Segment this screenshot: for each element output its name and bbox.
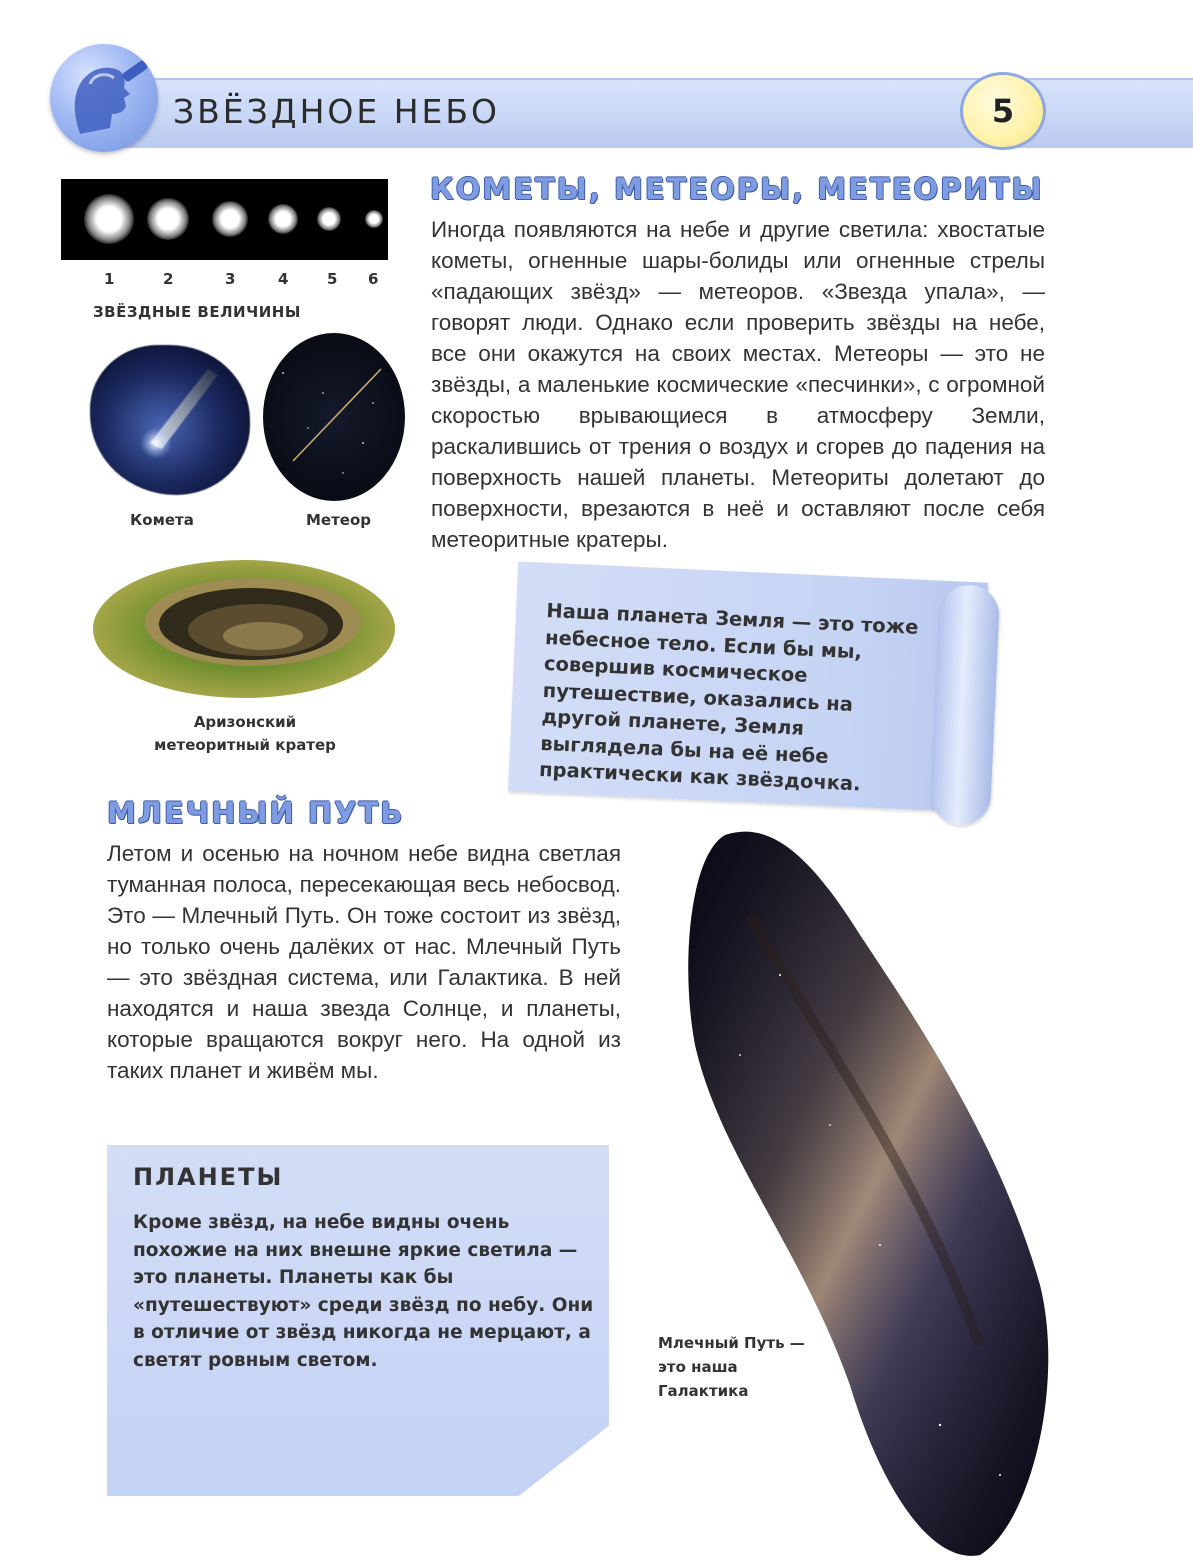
magnitude-label: 3	[225, 270, 236, 288]
comets-section-heading: КОМЕТЫ, МЕТЕОРЫ, МЕТЕОРИТЫ	[430, 172, 1044, 206]
milkyway-caption-line1: Млечный Путь —	[658, 1334, 805, 1352]
magnitude-label: 4	[278, 270, 289, 288]
magnitude-label: 5	[327, 270, 338, 288]
meteor-caption: Метеор	[306, 511, 372, 529]
milkyway-caption-line2: это наша	[658, 1358, 738, 1376]
star-magnitude-6	[365, 210, 383, 228]
star-magnitude-3	[212, 201, 248, 237]
scroll-note-text: Наша планета Земля — это тоже небесное тело. Если бы мы, совершив космическое путешествие, оказались на другой планете, Земля выглядела бы на её небе практически как звёздочка.	[538, 598, 919, 796]
milkyway-caption-line3: Галактика	[658, 1382, 749, 1400]
magnitude-label: 1	[104, 270, 115, 288]
magnitudes-caption: ЗВЁЗДНЫЕ ВЕЛИЧИНЫ	[93, 303, 301, 321]
planets-note-title: ПЛАНЕТЫ	[133, 1163, 284, 1191]
milkyway-caption	[658, 1331, 805, 1403]
magnitude-label: 2	[163, 270, 174, 288]
chapter-title: ЗВЁЗДНОЕ НЕБО	[173, 92, 500, 131]
crater-caption	[145, 711, 345, 757]
scroll-curl-icon	[930, 584, 1001, 826]
page-number-badge: 5	[960, 72, 1046, 150]
star-magnitude-5	[317, 207, 341, 231]
star-magnitude-strip	[61, 179, 388, 260]
comets-section-text: Иногда появляются на небе и другие светила: хвостатые кометы, огненные шары-болиды или огненные стрелы «падающих звёзд» — метеоров. «Звезда упала», — говорят люди. Однако если проверить звёзды на небе, все они окажутся на своих местах. Метеоры — это не звёзды, а маленькие космические «песчинки», с огромной скоростью врывающиеся в атмосферу Земли, раскалившись от трения о воздух и сгорев до падения на поверхность нашей планеты. Метеориты долетают до поверхности, врезаются в неё и оставляют после себя метеоритные кратеры.	[431, 217, 1045, 552]
milkyway-section-text: Летом и осенью на ночном небе видна светлая туманная полоса, пересекающая весь небосвод. Это — Млечный Путь. Он тоже состоит из звёзд, но только очень далёких от нас. Млечный Путь — это звёздная система, или Галактика. В ней находятся и наша звезда Солнце, и планеты, которые вращаются вокруг него. На одной из таких планет и живём мы.	[107, 841, 621, 1083]
milkyway-image	[680, 825, 1060, 1560]
planets-note-text: Кроме звёзд, на небе видны очень похожие на них внешне яркие светила — это планеты. Планеты как бы «путешествуют» среди звёзд по небу. Они в отличие от звёзд никогда не мерцают, а светят ровным светом.	[133, 1212, 594, 1371]
crater-caption-line1: Аризонский	[193, 713, 297, 731]
milkyway-section-heading: МЛЕЧНЫЙ ПУТЬ	[107, 796, 405, 830]
crater-caption-line2: метеоритный кратер	[154, 736, 336, 754]
meteor-image	[263, 333, 405, 501]
star-magnitude-2	[147, 198, 189, 240]
star-magnitude-1	[84, 194, 134, 244]
comet-caption: Комета	[130, 511, 194, 529]
star-magnitude-4	[268, 204, 298, 234]
crater-image	[93, 560, 395, 698]
comet-image	[90, 345, 250, 495]
magnitude-label: 6	[368, 270, 379, 288]
astronomer-logo-icon	[50, 44, 158, 152]
